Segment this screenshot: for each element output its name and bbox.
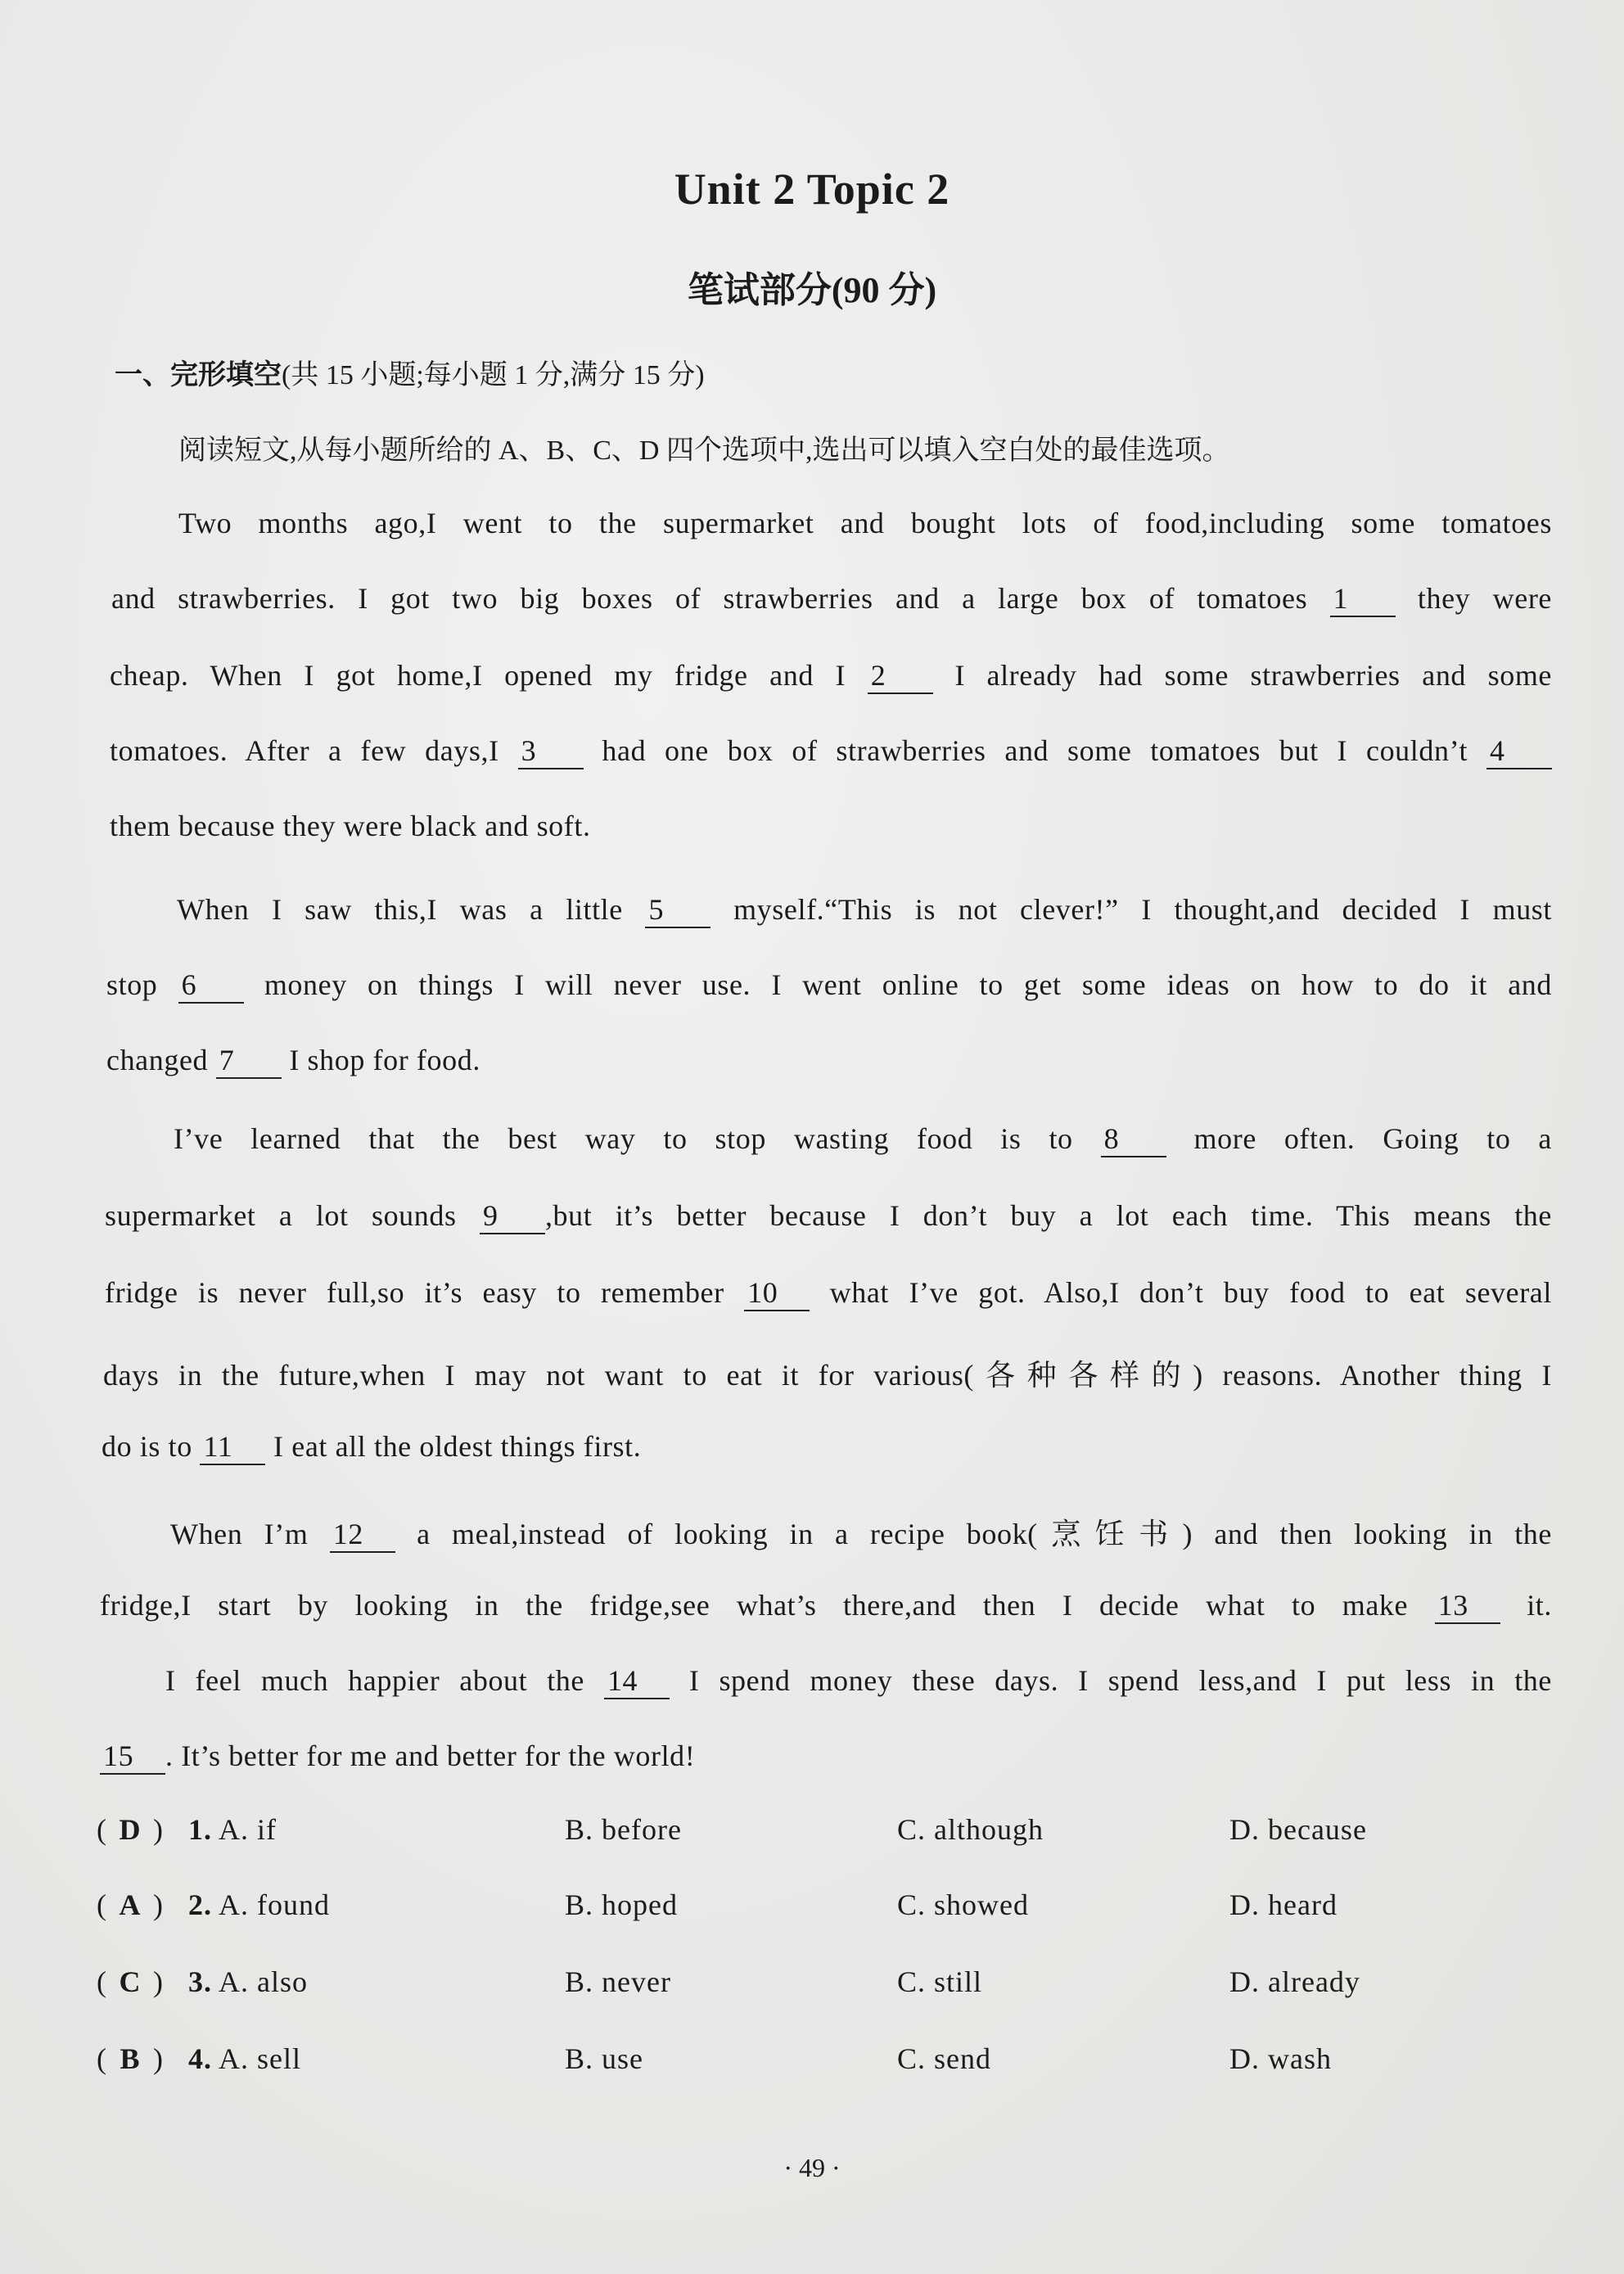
question-number: 1. — [188, 1813, 212, 1846]
passage-line — [102, 1429, 1547, 1465]
option-a-text: A. found — [219, 1888, 331, 1921]
option-a — [188, 1888, 330, 1922]
instruction-text: 阅读短文,从每小题所给的 A、B、C、D 四个选项中,选出可以填入空白处的最佳选项。 — [178, 435, 1230, 466]
passage-text: myself.“This is not clever!” I thought,and decided I must — [733, 893, 1553, 926]
passage-line — [100, 1739, 1545, 1775]
passage-text: ,but it’s better because I don’t buy a lot each time. This means the — [544, 1199, 1552, 1232]
passage-text: fridge is never full,so it’s easy to remember — [105, 1276, 724, 1309]
answer-letter: D — [119, 1813, 142, 1846]
passage-text: stop — [106, 968, 158, 1001]
answer-bracket: ( D ) — [97, 1813, 164, 1846]
question-number: 2. — [188, 1888, 212, 1921]
passage-line — [178, 506, 1552, 540]
passage-line — [111, 581, 1552, 617]
passage-text: fridge,I start by looking in the fridge,see what’s there,and then I decide what to make — [100, 1589, 1409, 1622]
passage-line — [165, 1663, 1552, 1699]
passage-line — [106, 1043, 1552, 1079]
blank-2: 2 — [868, 660, 933, 694]
option-a — [188, 1965, 308, 1999]
passage-line — [106, 968, 1552, 1004]
passage-line — [100, 1588, 1552, 1624]
answer-letter: C — [119, 1965, 142, 1998]
passage-text: more often. Going to a — [1193, 1122, 1552, 1155]
blank-9: 9 — [480, 1200, 545, 1234]
passage-text: supermarket a lot sounds — [105, 1199, 457, 1232]
blank-5: 5 — [645, 894, 710, 928]
option-c: C. showed — [897, 1888, 1029, 1921]
option-a-text: A. sell — [219, 2042, 302, 2075]
option-c: C. still — [897, 1965, 983, 1998]
passage-text: and strawberries. I got two big boxes of strawberries and a large box of tomatoes — [111, 582, 1308, 615]
blank-12: 12 — [330, 1518, 395, 1553]
answer-letter: B — [120, 2042, 141, 2075]
passage-text: I’ve learned that the best way to stop wasting food is to — [174, 1122, 1073, 1155]
option-c: C. although — [897, 1813, 1044, 1846]
passage-line — [110, 809, 1555, 843]
option-d: D. already — [1229, 1965, 1360, 1998]
answer-bracket: ( B ) — [97, 2042, 164, 2075]
blank-1: 1 — [1330, 583, 1396, 617]
blank-13: 13 — [1435, 1590, 1500, 1624]
passage-line — [174, 1121, 1552, 1157]
passage-text: cheap. When I got home,I opened my fridge and I — [110, 659, 846, 692]
option-d: D. because — [1229, 1813, 1367, 1846]
option-c: C. send — [897, 2042, 991, 2075]
passage-text: had one box of strawberries and some tomatoes but I couldn’t — [602, 734, 1468, 767]
passage-text: I eat all the oldest things first. — [273, 1430, 642, 1463]
option-b: B. hoped — [565, 1888, 678, 1921]
passage-text: I feel much happier about the — [165, 1664, 584, 1697]
passage-text: a meal,instead of looking in a recipe book(烹饪书) and then looking in the — [417, 1518, 1552, 1550]
passage-line — [110, 733, 1552, 769]
passage-line — [103, 1352, 1552, 1394]
passage-text: changed — [106, 1044, 209, 1076]
passage-text: them because they were black and soft. — [110, 810, 591, 842]
passage-text: I spend money these days. I spend less,and I put less in the — [688, 1664, 1552, 1697]
question-number: 3. — [188, 1965, 212, 1998]
section-detail: (共 15 小题;每小题 1 分,满分 15 分) — [282, 360, 705, 390]
passage-text: money on things I will never use. I went online to get some ideas on how to do it and — [264, 968, 1552, 1001]
option-a — [188, 1812, 277, 1847]
passage-text: it. — [1527, 1589, 1553, 1622]
option-d: D. wash — [1229, 2042, 1332, 2075]
section-label: 一、完形填空 — [115, 360, 282, 390]
blank-4: 4 — [1486, 735, 1552, 769]
section-subtitle: 笔试部分(90 分) — [687, 270, 937, 310]
passage-line — [177, 892, 1552, 928]
blank-10: 10 — [744, 1277, 810, 1311]
option-d: D. heard — [1229, 1888, 1338, 1921]
passage-text: Two months ago,I went to the supermarket and bought lots of food,including some tomatoes — [178, 507, 1552, 539]
passage-line — [105, 1198, 1552, 1234]
blank-6: 6 — [178, 969, 244, 1004]
option-b: B. never — [565, 1965, 671, 1998]
option-b: B. use — [565, 2042, 643, 2075]
passage-text: they were — [1417, 582, 1552, 615]
blank-3: 3 — [518, 735, 584, 769]
blank-8: 8 — [1101, 1123, 1166, 1157]
passage-line — [170, 1511, 1552, 1553]
answer-letter: A — [119, 1888, 142, 1921]
option-a-text: A. also — [219, 1965, 309, 1998]
question-number: 4. — [188, 2042, 212, 2075]
passage-text: tomatoes. After a few days,I — [110, 734, 499, 767]
option-a — [188, 2042, 301, 2076]
answer-bracket: ( A ) — [97, 1888, 164, 1921]
passage-line — [110, 658, 1552, 694]
blank-11: 11 — [200, 1431, 265, 1465]
option-a-text: A. if — [219, 1813, 277, 1846]
blank-14: 14 — [604, 1665, 670, 1699]
passage-text: When I saw this,I was a little — [177, 893, 623, 926]
passage-text: days in the future,when I may not want to eat it for various(各种各样的) reasons. Another thing I — [103, 1359, 1552, 1392]
passage-text: . It’s better for me and better for the world! — [165, 1739, 696, 1772]
passage-text: I already had some strawberries and some — [954, 659, 1552, 692]
section-heading — [115, 352, 705, 392]
passage-text: When I’m — [170, 1518, 309, 1550]
passage-text: what I’ve got. Also,I don’t buy food to eat several — [829, 1276, 1552, 1309]
passage-text: do is to — [102, 1430, 192, 1463]
passage-text: I shop for food. — [289, 1044, 480, 1076]
passage-line — [105, 1275, 1552, 1311]
option-b: B. before — [565, 1813, 682, 1846]
blank-7: 7 — [216, 1045, 282, 1079]
page-title: Unit 2 Topic 2 — [674, 165, 950, 214]
blank-15: 15 — [100, 1740, 165, 1775]
answer-bracket: ( C ) — [97, 1965, 164, 1998]
page-number: · 49 · — [783, 2153, 841, 2182]
